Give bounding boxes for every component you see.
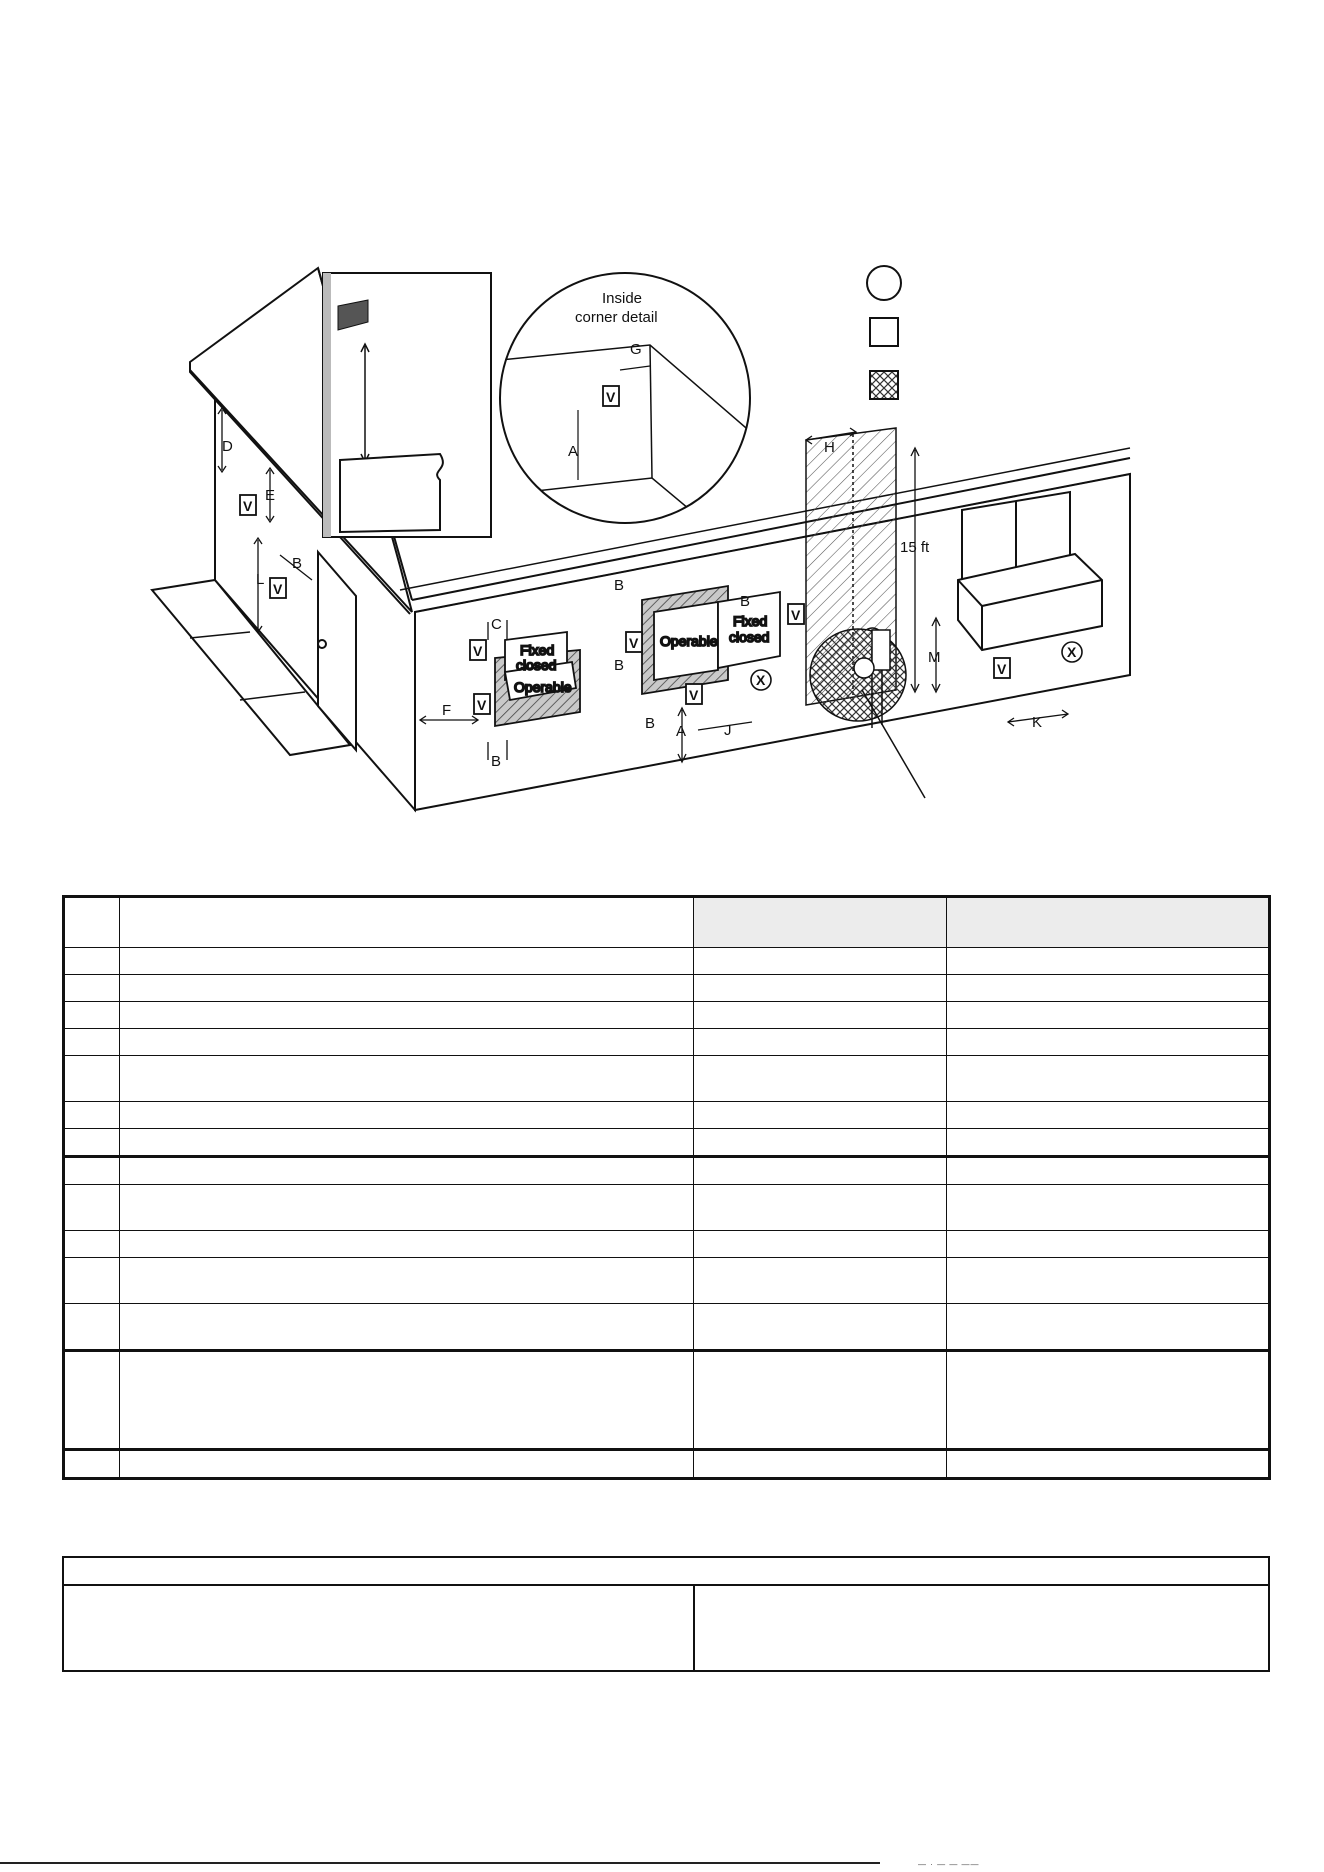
window-left-operable-label: Operable xyxy=(514,679,572,695)
window-middle-operable-label: Operable xyxy=(660,633,718,649)
table-row xyxy=(64,1102,1270,1129)
svg-text:X: X xyxy=(756,672,766,688)
notes-header-row xyxy=(63,1557,1269,1585)
window-left xyxy=(495,632,580,726)
detail-title-line1: Inside xyxy=(602,290,643,307)
dim-letter-d: D xyxy=(222,438,233,455)
table-row xyxy=(64,1258,1270,1304)
table-cell xyxy=(120,897,694,948)
clearance-table xyxy=(62,895,1271,1480)
dim-letter-b-right: B xyxy=(740,593,751,610)
table-row xyxy=(64,1029,1270,1056)
table-cell xyxy=(694,897,947,948)
vent-marker xyxy=(470,640,486,660)
dim-letter-b-top: B xyxy=(614,577,625,594)
table-row xyxy=(64,948,1270,975)
dim-letter-k: K xyxy=(1032,714,1043,731)
inside-corner-detail xyxy=(500,273,760,560)
dim-letter-j: J xyxy=(724,722,732,739)
table-row xyxy=(64,1351,1270,1450)
svg-text:V: V xyxy=(473,643,483,659)
no-vent-marker xyxy=(1062,642,1082,662)
svg-text:V: V xyxy=(606,389,616,405)
detail-title-line2: corner detail xyxy=(575,309,658,326)
table-header-row xyxy=(64,897,1270,948)
dim-letter-a: A xyxy=(676,723,687,740)
footer-rule xyxy=(0,1862,880,1864)
dim-letter-b-side: B xyxy=(292,555,303,572)
dim-letter-g: G xyxy=(630,341,642,358)
no-vent-marker xyxy=(751,670,771,690)
svg-text:V: V xyxy=(243,498,253,514)
vent-marker xyxy=(626,632,642,652)
vent-marker xyxy=(686,684,702,704)
vent-marker xyxy=(788,604,804,624)
vent-marker xyxy=(270,578,286,598)
table-row xyxy=(64,1157,1270,1185)
window-middle-closed-label: closed xyxy=(729,629,770,645)
dim-letter-l: L xyxy=(256,571,265,588)
dim-letter-e: E xyxy=(265,487,276,504)
footer-mark: — · — — —— xyxy=(918,1860,980,1869)
dim-letter-c: C xyxy=(491,616,502,633)
svg-text:V: V xyxy=(997,661,1007,677)
table-row xyxy=(64,1129,1270,1157)
table-row xyxy=(64,1450,1270,1479)
dim-letter-b-win1: B xyxy=(491,753,502,770)
table-row xyxy=(64,975,1270,1002)
svg-text:V: V xyxy=(273,581,283,597)
dim-letter-b-bottom: B xyxy=(645,715,656,732)
square-icon xyxy=(870,318,898,346)
eave-detail-inset xyxy=(323,273,491,537)
dim-letter-a-detail: A xyxy=(568,443,579,460)
circle-icon xyxy=(867,266,901,300)
dim-letter-f: F xyxy=(442,702,452,719)
window-left-fixed-label: Fixed xyxy=(520,642,555,658)
vent-marker xyxy=(240,495,256,515)
table-row xyxy=(64,1002,1270,1029)
window-left-closed-label: closed xyxy=(516,657,557,673)
table-row xyxy=(64,1185,1270,1231)
notes-body-row xyxy=(63,1585,1269,1671)
table-cell xyxy=(64,897,120,948)
vent-clearance-diagram xyxy=(0,0,1324,830)
vent-marker xyxy=(474,694,490,714)
svg-text:V: V xyxy=(629,635,639,651)
notes-table xyxy=(62,1556,1270,1672)
svg-text:V: V xyxy=(791,607,801,623)
dim-letter-b-left: B xyxy=(614,657,625,674)
legend xyxy=(867,266,901,399)
table-cell xyxy=(947,897,1270,948)
table-row xyxy=(64,1304,1270,1351)
window-middle-fixed-label: Fixed xyxy=(733,613,768,629)
vent-marker xyxy=(994,658,1010,678)
height-label: 15 ft xyxy=(900,539,930,556)
hatched-square-icon xyxy=(870,371,898,399)
table-row xyxy=(64,1231,1270,1258)
svg-text:V: V xyxy=(689,687,699,703)
dim-letter-h: H xyxy=(824,439,835,456)
dim-letter-m: M xyxy=(928,649,941,666)
svg-text:V: V xyxy=(477,697,487,713)
table-row xyxy=(64,1056,1270,1102)
svg-text:X: X xyxy=(1067,644,1077,660)
vent-marker xyxy=(603,386,619,406)
